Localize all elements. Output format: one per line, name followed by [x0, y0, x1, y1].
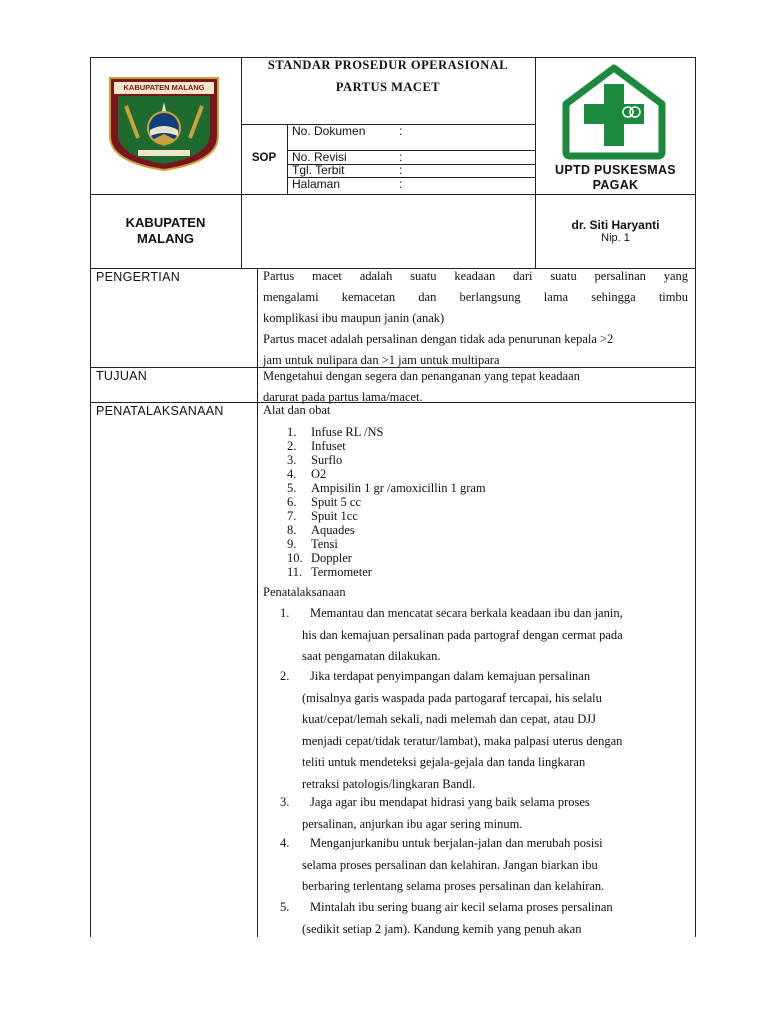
signer-nip: Nip. 1: [601, 232, 630, 244]
tools-list: [287, 425, 667, 579]
puskesmas-logo: [562, 64, 666, 160]
meta-no-dokumen-sep: :: [399, 124, 403, 138]
list-item: 1. Infuse RL /NS: [287, 425, 384, 439]
puskesmas-cross-icon: [562, 64, 666, 160]
list-item: 9. Tensi: [287, 537, 338, 551]
signer-name: dr. Siti Haryanti: [571, 218, 660, 232]
step-line: Memantau dan mencatat secara berkala keadaan ibu dan janin,: [310, 606, 623, 620]
step-line: persalinan, anjurkan ibu agar sering minum.: [302, 816, 523, 831]
step-line: selama proses persalinan dan kelahiran. Jangan biarkan ibu: [302, 857, 598, 872]
list-item: 5. Ampisilin 1 gr /amoxicillin 1 gram: [287, 481, 486, 495]
header-row-divider: [90, 194, 696, 195]
tools-heading: Alat dan obat: [263, 403, 331, 417]
sop-label: SOP: [251, 152, 277, 164]
label-col-divider: [257, 268, 258, 937]
tujuan-label: TUJUAN: [96, 369, 148, 383]
step-item-5: 5. Mintalah ibu sering buang air kecil selama proses persalinan (sedikit setiap 2 jam). Kandung kemih yang penuh akan: [302, 897, 692, 940]
step-line: Jaga agar ibu mendapat hidrasi yang baik selama proses: [310, 795, 590, 809]
list-item: 10. Doppler: [287, 551, 352, 565]
tujuan-line1: Mengetahui dengan segera dan penanganan yang tepat keadaan: [263, 369, 580, 383]
meta-halaman-label: Halaman: [292, 177, 341, 191]
step-line: Jika terdapat penyimpangan dalam kemajuan persalinan: [310, 669, 591, 683]
step-line: (sedikit setiap 2 jam). Kandung kemih yang penuh akan: [302, 921, 582, 936]
step-line: Menganjurkanibu untuk berjalan-jalan dan merubah posisi: [310, 836, 603, 850]
sop-title-line1: STANDAR PROSEDUR OPERASIONAL: [267, 58, 509, 72]
step-line: kuat/cepat/lemah sekali, nadi melemah dan cepat, atau DJJ: [302, 712, 596, 726]
pengertian-line3: komplikasi ibu maupun janin (anak): [263, 311, 445, 325]
step-line: saat pengamatan dilakukan.: [302, 649, 441, 663]
meta-halaman-sep: :: [399, 177, 403, 191]
step-line: (misalnya garis waspada pada partogaraf tercapai, his selalu: [302, 690, 602, 705]
tujuan-line2: darurat pada partus lama/macet.: [263, 390, 423, 404]
penatalaksanaan-label: PENATALAKSANAAN: [96, 404, 224, 418]
list-item: 11. Termometer: [287, 565, 372, 579]
title-bottom-line: [241, 124, 535, 125]
pengertian-label: PENGERTIAN: [96, 270, 181, 284]
region-line1: KABUPATEN: [125, 215, 206, 230]
sop-divider: [287, 124, 288, 194]
steps-heading: Penatalaksanaan: [263, 585, 346, 599]
step-line: berbaring terlentang selama proses persalinan dan kelahiran.: [302, 879, 605, 893]
meta-tgl-terbit-sep: :: [399, 163, 403, 177]
step-line: Mintalah ibu sering buang air kecil selama proses persalinan: [310, 900, 613, 914]
list-item: 2. Infuset: [287, 439, 346, 453]
step-line: retraksi patologis/lingkaran Bandl.: [302, 776, 476, 791]
meta-no-dokumen-label: No. Dokumen: [292, 124, 366, 138]
list-item: 6. Spuit 5 cc: [287, 495, 361, 509]
step-item-3: 3. Jaga agar ibu mendapat hidrasi yang baik selama proses persalinan, anjurkan ibu agar sering minum.: [302, 792, 692, 835]
pengertian-line4: Partus macet adalah persalinan dengan tidak ada penurunan kepala >2: [263, 332, 614, 346]
sop-title-line2: PARTUS MACET: [335, 80, 441, 94]
region-line2: MALANG: [136, 231, 195, 246]
meta-no-revisi-label: No. Revisi: [292, 150, 347, 164]
meta-tgl-terbit-label: Tgl. Terbit: [292, 163, 345, 177]
pengertian-line1: Partus macet adalah suatu keadaan dari suatu persalinan yang: [263, 269, 688, 283]
logo-banner-text: KABUPATEN MALANG: [123, 83, 205, 92]
list-item: 8. Aquades: [287, 523, 355, 537]
step-item-1: 1. Memantau dan mencatat secara berkala keadaan ibu dan janin, his dan kemajuan persalinan pada partograf dengan cermat pada saat pengamatan dilakukan.: [302, 603, 692, 668]
kabupaten-malang-logo: [108, 76, 220, 172]
step-item-4: 4. Menganjurkanibu untuk berjalan-jalan dan merubah posisi selama proses persalinan dan kelahiran. Jangan biarkan ibu berbaring terlentang selama proses persalinan dan kelahiran.: [302, 833, 692, 898]
list-item: 4. O2: [287, 467, 327, 481]
list-item: 3. Surflo: [287, 453, 343, 467]
step-item-2: 2. Jika terdapat penyimpangan dalam kemajuan persalinan (misalnya garis waspada pada partogaraf tercapai, his selalu kuat/cepat/lemah sekali, nadi melemah dan cepat, atau DJJ menjadi cepat/tidak teratur/lambat), maka palpasi uterus dengan teliti untuk mendeteksi gejala-gejala dan tanda lingkaran retraksi patologis/lingkaran Bandl.: [302, 666, 692, 795]
org-name-line2: PAGAK: [592, 178, 639, 192]
step-line: teliti untuk mendeteksi gejala-gejala dan tanda lingkaran: [302, 755, 586, 769]
pengertian-line5: jam untuk nulipara dan >1 jam untuk multipara: [263, 353, 500, 367]
org-name-line1: UPTD PUSKESMAS: [555, 163, 676, 177]
step-line: his dan kemajuan persalinan pada partograf dengan cermat pada: [302, 627, 623, 642]
meta-no-revisi-sep: :: [399, 150, 403, 164]
pengertian-line2: mengalami kemacetan dan berlangsung lama sehingga timbu: [263, 290, 688, 304]
step-line: menjadi cepat/tidak teratur/lambat), maka palpasi uterus dengan: [302, 733, 623, 748]
table-left-border: [90, 57, 91, 937]
list-item: 7. Spuit 1cc: [287, 509, 358, 523]
